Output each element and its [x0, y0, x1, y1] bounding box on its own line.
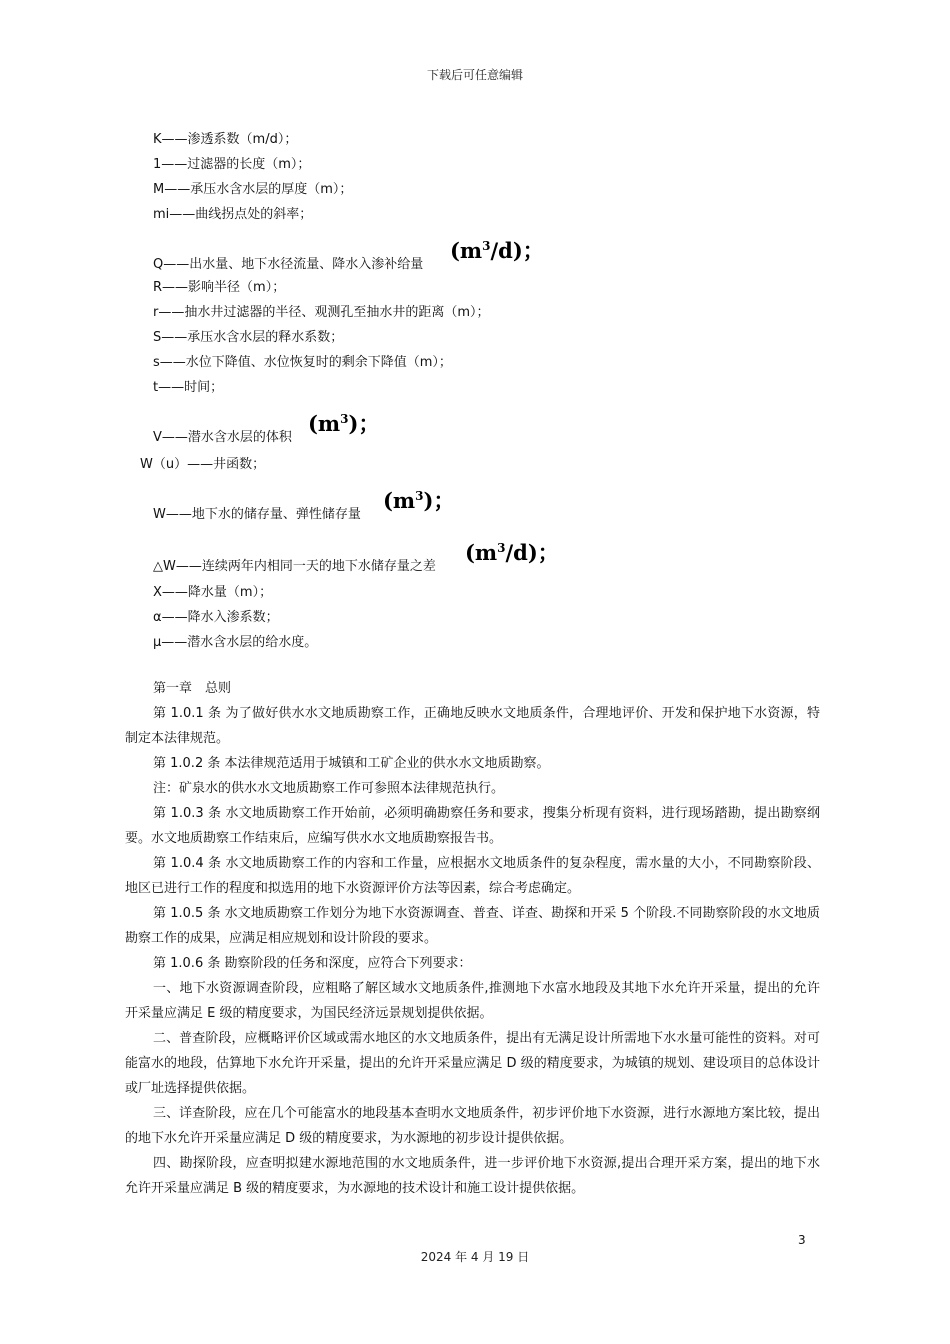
- page-number: 3: [798, 1233, 806, 1247]
- paragraph: 第 1.0.3 条 水文地质勘察工作开始前，必须明确勘察任务和要求，搜集分析现有资料，进行现场踏勘，提出勘察纲要。水文地质勘察工作结束后，应编写供水水文地质勘察报告书。: [125, 806, 820, 846]
- symbol-def-q: [153, 227, 833, 275]
- paragraph: 第 1.0.5 条 水文地质勘察工作划分为地下水资源调查、普查、详查、勘探和开采 5 个阶段.不同勘察阶段的水文地质勘察工作的成果，应满足相应规划和设计阶段的要求。: [125, 906, 820, 946]
- symbol-def-wu: W（u）——井函数；: [140, 457, 266, 472]
- unit-formula: $(m^3/d)$；: [450, 238, 544, 263]
- symbol-def-mi: mi——曲线拐点处的斜率；: [153, 207, 313, 222]
- symbol-def-x: X——降水量（m）；: [153, 585, 273, 600]
- symbol-def-w: [153, 477, 833, 525]
- symbol-def-t: t——时间；: [153, 380, 224, 395]
- symbol-def-l: 1——过滤器的长度（m）；: [153, 157, 311, 172]
- list-item-paragraph: 三、详查阶段，应在几个可能富水的地段基本查明水文地质条件，初步评价地下水资源，进行水源地方案比较，提出的地下水允许开采量应满足 D 级的精度要求，为水源地的初步设计提供依据。: [125, 1106, 820, 1146]
- symbol-def-m: M——承压水含水层的厚度（m）；: [153, 182, 353, 197]
- list-item-paragraph: 四、勘探阶段，应查明拟建水源地范围的水文地质条件，进一步评价地下水资源,提出合理开采方案，提出的地下水允许开采量应满足 B 级的精度要求，为水源地的技术设计和施工设计提供依据。: [125, 1156, 820, 1196]
- paragraph: 第 1.0.2 条 本法律规范适用于城镇和工矿企业的供水水文地质勘察。: [153, 756, 550, 771]
- symbol-def-r-upper: R——影响半径（m）；: [153, 280, 286, 295]
- symbol-def-s-upper: S——承压水含水层的释水系数；: [153, 330, 344, 345]
- symbol-def-v-text: V——潜水含水层的体积: [153, 430, 292, 445]
- page-header: 下载后可任意编辑: [426, 68, 523, 82]
- unit-formula: $(m^3/d)$；: [465, 540, 559, 565]
- symbol-def-alpha: α——降水入渗系数；: [153, 610, 279, 625]
- unit-formula: $(m^3)$；: [308, 411, 380, 436]
- unit-formula: $(m^3)$；: [383, 488, 455, 513]
- list-item-paragraph: 二、普查阶段，应概略评价区域或需水地区的水文地质条件，提出有无满足设计所需地下水水量可能性的资料。对可能富水的地段，估算地下水允许开采量，提出的允许开采量应满足 D 级的精度要求，为城镇的规划、建设项目的总体设计或厂址选择提供依据。: [125, 1031, 820, 1096]
- symbol-def-delta-w: [153, 525, 833, 577]
- list-item-paragraph: 一、地下水资源调查阶段，应粗略了解区域水文地质条件,推测地下水富水地段及其地下水允许开采量，提出的允许开采量应满足 E 级的精度要求，为国民经济远景规划提供依据。: [125, 981, 820, 1021]
- page-footer-date: 2024 年 4 月 19 日: [420, 1250, 530, 1264]
- paragraph: 第 1.0.4 条 水文地质勘察工作的内容和工作量，应根据水文地质条件的复杂程度，需水量的大小，不同勘察阶段、地区已进行工作的程度和拟选用的地下水资源评价方法等因素，综合考虑确定。: [125, 856, 820, 896]
- symbol-definitions: [140, 127, 833, 655]
- chapter-title: 第一章 总则: [153, 681, 232, 696]
- note-paragraph: 注：矿泉水的供水水文地质勘察工作可参照本法律规范执行。: [153, 781, 505, 796]
- chapter-body: [125, 676, 820, 1201]
- symbol-def-k: K——渗透系数（m/d）；: [153, 132, 298, 147]
- symbol-def-delta-w-text: △W——连续两年内相同一天的地下水储存量之差: [153, 559, 436, 574]
- symbol-def-r-lower: r——抽水井过滤器的半径、观测孔至抽水井的距离（m）；: [153, 305, 490, 320]
- symbol-def-q-text: Q——出水量、地下水径流量、降水入渗补给量: [153, 257, 424, 272]
- paragraph: 第 1.0.6 条 勘察阶段的任务和深度，应符合下列要求：: [153, 956, 472, 971]
- paragraph: 第 1.0.1 条 为了做好供水水文地质勘察工作，正确地反映水文地质条件，合理地评价、开发和保护地下水资源，特制定本法律规范。: [125, 706, 820, 746]
- symbol-def-v: [153, 400, 833, 448]
- symbol-def-w-text: W——地下水的储存量、弹性储存量: [153, 507, 361, 522]
- symbol-def-s-lower: s——水位下降值、水位恢复时的剩余下降值（m）；: [153, 355, 452, 370]
- symbol-def-mu: μ——潜水含水层的给水度。: [153, 635, 318, 650]
